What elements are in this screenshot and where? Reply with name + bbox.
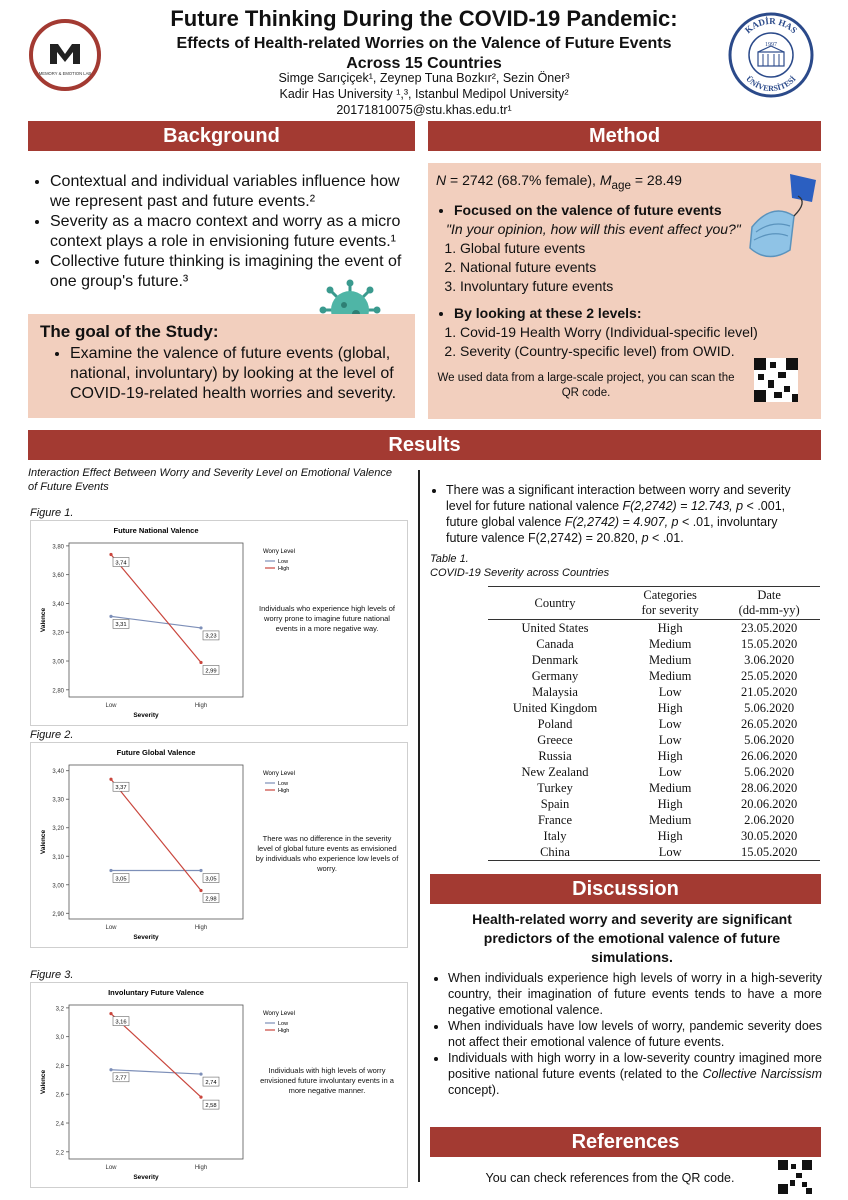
y-tick-label: 3,00: [52, 659, 64, 666]
level-item: 2. Severity (Country-specific level) from OWID.: [460, 342, 813, 361]
background-bullet: • Contextual and individual variables influence how we represent past and future events.²: [50, 172, 413, 212]
table-row: [488, 620, 820, 637]
x-tick-label: Low: [105, 1165, 117, 1171]
legend-entry: Low: [278, 781, 289, 787]
poster-title-block: [150, 6, 698, 74]
data-point: [199, 661, 202, 664]
table-cell: Low: [622, 844, 718, 861]
table-cell: 5.06.2020: [744, 765, 795, 779]
y-tick-label: 3,60: [52, 573, 64, 580]
table-cell: Canada: [536, 637, 574, 651]
table-cell: Turkey: [537, 781, 573, 795]
sample-mean: = 28.49: [630, 172, 682, 188]
chart-title: Future National Valence: [113, 526, 199, 535]
table-cell: Medium: [648, 653, 692, 667]
table-cell: Medium: [648, 669, 692, 683]
y-tick-label: 2,80: [52, 688, 64, 695]
data-point: [199, 1096, 202, 1099]
figures-caption: Interaction Effect Between Worry and Severity Level on Emotional Valence of Future Events: [28, 467, 393, 493]
figure-label: Figure 2.: [30, 729, 74, 741]
table-cell: High: [657, 749, 683, 763]
chart-title: Involuntary Future Valence: [108, 988, 204, 997]
data-label: 2,74: [205, 1079, 217, 1086]
table-cell: Low: [658, 765, 682, 779]
data-point: [109, 1012, 112, 1015]
background-bullet: • Severity as a macro context and worry as a micro context plays a role in envisioning future events.¹: [50, 212, 413, 252]
table-cell: China: [488, 844, 622, 861]
figure-note: Individuals with high levels of worry envisioned future involuntary events in a more negative manner.: [260, 1066, 394, 1095]
goal-title: The goal of the Study:: [40, 322, 219, 341]
sample-n: N: [436, 172, 447, 188]
series-line: [111, 1014, 201, 1097]
legend-entry: High: [278, 788, 290, 794]
face-mask-icon: [742, 172, 820, 272]
table-cell: Low: [658, 717, 682, 731]
table-cell: Spain: [540, 797, 570, 811]
table-cell: Greece: [537, 733, 573, 747]
table-cell: Russia: [538, 749, 572, 763]
data-point: [199, 869, 202, 872]
focus-title: • Focused on the valence of future events: [454, 201, 813, 220]
table-cell: 28.06.2020: [741, 781, 798, 795]
y-tick-label: 3,30: [52, 797, 64, 804]
table-cell: High: [657, 797, 683, 811]
legend-title: Worry Level: [263, 1011, 295, 1017]
table-header-cell: Country: [488, 587, 622, 620]
table-cell: 5.06.2020: [744, 733, 795, 747]
table-cell: 3.06.2020: [744, 653, 795, 667]
table-cell: 5.06.2020: [744, 701, 795, 715]
chart-title: Future Global Valence: [116, 748, 196, 757]
table-caption-block: [430, 552, 730, 580]
table-cell: Malaysia: [532, 685, 578, 699]
y-tick-label: 3,20: [52, 630, 64, 637]
right-logo: [728, 12, 814, 98]
table-caption: COVID-19 Severity across Countries: [430, 567, 610, 579]
x-tick-label: Low: [105, 925, 117, 931]
mask-illustration: [742, 172, 820, 272]
table-row: [488, 828, 820, 844]
series-line: [111, 555, 201, 663]
affiliations: Kadir Has University ¹,³, Istanbul Medipol University²: [279, 87, 569, 101]
table-cell: France: [537, 813, 572, 827]
data-label: 3,05: [205, 876, 217, 883]
table-cell: Medium: [648, 813, 692, 827]
left-logo-text: MEMORY & EMOTION LAB: [38, 71, 92, 76]
data-point: [109, 1068, 112, 1071]
results-text: [430, 482, 810, 546]
table-cell: New Zealand: [521, 765, 589, 779]
y-tick-label: 3,10: [52, 854, 64, 861]
table-cell: 15.05.2020: [718, 844, 820, 861]
seal-text-top: KADİR HAS: [742, 15, 800, 36]
references-heading: References: [430, 1127, 821, 1157]
data-point: [109, 778, 112, 781]
data-note: We used data from a large-scale project, you can scan the QR code.: [437, 371, 735, 399]
x-tick-label: Low: [105, 703, 117, 709]
table-cell: Poland: [537, 717, 573, 731]
results-bullet: • There was a significant interaction between worry and severity level for future national valence F(2,2742) = 12.743, p < .001, future global valence F(2,2742) = 4.907, p < .01, involuntary future valence F(2,2742) = 20.820, p < .01.: [446, 482, 810, 546]
legend-title: Worry Level: [263, 549, 295, 555]
references-qr-code[interactable]: [778, 1160, 812, 1194]
y-tick-label: 3,40: [52, 601, 64, 608]
y-tick-label: 3,2: [55, 1006, 64, 1013]
table-header-cell: Date (dd-mm-yy): [718, 587, 820, 620]
event-item: 3. Involuntary future events: [460, 277, 813, 296]
table-row: [488, 780, 820, 796]
discussion-lead: Health-related worry and severity are significant predictors of the emotional valence of future simulations.: [472, 911, 792, 965]
data-point: [199, 889, 202, 892]
left-logo: [28, 18, 102, 92]
table-row: [488, 748, 820, 764]
data-point: [199, 626, 202, 629]
discussion-bullet: • When individuals experience high levels of worry in a high-severity country, their imagination of future events tends to have a more negative emotional valence.: [448, 970, 822, 1018]
table-row: [488, 700, 820, 716]
discussion-list: [432, 970, 822, 1098]
level-item: 1. Covid-19 Health Worry (Individual-specific level): [460, 323, 813, 342]
levels-title: • By looking at these 2 levels:: [454, 304, 813, 323]
table-cell: Denmark: [531, 653, 579, 667]
goal-panel: [28, 314, 415, 418]
table-row: [488, 684, 820, 700]
method-qr-code[interactable]: [754, 358, 798, 402]
table-row: [488, 732, 820, 748]
table-cell: High: [657, 701, 683, 715]
figure-note: There was no difference in the severity level of global future events as envisioned by individuals who experience low levels of worry.: [255, 834, 399, 873]
table-cell: 20.06.2020: [741, 797, 798, 811]
poster-subtitle: Effects of Health-related Worries on the Valence of Future Events Across 15 Countries: [176, 35, 672, 72]
y-tick-label: 2,90: [52, 911, 64, 918]
data-label: 2,77: [115, 1075, 127, 1082]
sample-text: = 2742 (68.7% female),: [446, 172, 600, 188]
legend-title: Worry Level: [263, 771, 295, 777]
table-cell: 23.05.2020: [741, 621, 798, 635]
seal-text-bottom: ÜNİVERSİTESİ: [744, 74, 798, 94]
poster-title: Future Thinking During the COVID-19 Pandemic:: [170, 6, 678, 31]
data-point: [109, 615, 112, 618]
y-tick-label: 3,0: [55, 1035, 64, 1042]
data-label: 2,58: [205, 1102, 217, 1109]
background-heading: Background: [28, 121, 415, 151]
y-axis-label: Valence: [40, 607, 47, 633]
legend-entry: High: [278, 1028, 290, 1034]
legend-entry: Low: [278, 1021, 289, 1027]
table-row: [488, 652, 820, 668]
x-axis-label: Severity: [133, 712, 159, 719]
y-tick-label: 2,4: [55, 1121, 64, 1128]
y-tick-label: 3,40: [52, 769, 64, 776]
table-cell: 2.06.2020: [744, 813, 795, 827]
data-label: 2,98: [205, 896, 217, 903]
sample-m: M: [599, 172, 612, 188]
discussion-bullet: • When individuals have low levels of worry, pandemic severity does not affect their emotional valence of future events.: [448, 1018, 822, 1050]
table-cell: United States: [521, 621, 589, 635]
background-bullet: • Collective future thinking is imagining the event of one group's future.³: [50, 252, 413, 292]
event-item: 1. Global future events: [460, 239, 813, 258]
table-row: [488, 716, 820, 732]
y-tick-label: 2,8: [55, 1063, 64, 1070]
table-cell: High: [657, 829, 683, 843]
table-row: [488, 844, 820, 861]
data-point: [109, 869, 112, 872]
table-cell: Low: [658, 733, 682, 747]
table-row: [488, 796, 820, 812]
goal-bullet: • Examine the valence of future events (global, national, involuntary) by looking at the level of COVID-19-related health worries and severity.: [70, 344, 403, 404]
legend-entry: Low: [278, 559, 289, 565]
table-row: [488, 636, 820, 652]
data-label: 3,31: [115, 622, 127, 629]
y-axis-label: Valence: [40, 829, 47, 855]
data-label: 3,23: [205, 633, 217, 640]
data-label: 3,05: [115, 876, 127, 883]
method-heading: Method: [428, 121, 821, 151]
table-cell: 21.05.2020: [741, 685, 798, 699]
x-tick-label: High: [194, 1165, 208, 1171]
legend-entry: High: [278, 566, 290, 572]
discussion-heading: Discussion: [430, 874, 821, 904]
severity-table: [488, 586, 820, 861]
data-label: 3,16: [115, 1019, 127, 1026]
data-label: 2,99: [205, 668, 217, 675]
table-header-cell: Categories for severity: [622, 587, 718, 620]
table-row: [488, 812, 820, 828]
discussion-bullet: • Individuals with high worry in a low-severity country imagined more positive national future events (related to the Collective Narcissism concept).: [448, 1050, 822, 1098]
event-item: 2. National future events: [460, 258, 813, 277]
university-seal-icon: [728, 12, 814, 98]
table-label: Table 1.: [430, 553, 469, 565]
data-label: 3,37: [115, 785, 127, 792]
results-heading: Results: [28, 430, 821, 460]
y-tick-label: 2,6: [55, 1092, 64, 1099]
references-text: You can check references from the QR code.: [485, 1171, 735, 1185]
figure-label: Figure 3.: [30, 969, 74, 981]
authors-block: [150, 70, 698, 118]
y-tick-label: 3,80: [52, 544, 64, 551]
data-point: [109, 553, 112, 556]
table-row: [488, 764, 820, 780]
table-cell: 25.05.2020: [741, 669, 798, 683]
data-label: 3,74: [115, 560, 127, 567]
table-cell: High: [657, 621, 683, 635]
figure-note: Individuals who experience high levels of worry prone to imagine future national events in a more negative way.: [259, 604, 395, 633]
method-question: "In your opinion, how will this event affect you?": [446, 220, 741, 237]
figure-label: Figure 1.: [30, 507, 74, 519]
table-cell: 15.05.2020: [741, 637, 798, 651]
background-list: [28, 172, 413, 292]
table-row: [488, 668, 820, 684]
email: 20171810075@stu.khas.edu.tr¹: [336, 103, 512, 117]
table-cell: Germany: [531, 669, 579, 683]
table-cell: Medium: [648, 781, 692, 795]
table-cell: 30.05.2020: [741, 829, 798, 843]
y-tick-label: 3,00: [52, 883, 64, 890]
table-cell: 26.06.2020: [741, 749, 798, 763]
lab-logo-icon: [28, 18, 102, 92]
table-cell: 26.05.2020: [741, 717, 798, 731]
x-axis-label: Severity: [133, 934, 159, 941]
results-divider: [418, 470, 420, 1182]
table-cell: United Kingdom: [512, 701, 598, 715]
seal-year: 1997: [765, 42, 777, 48]
x-tick-label: High: [194, 925, 208, 931]
y-axis-label: Valence: [40, 1069, 47, 1095]
data-point: [199, 1072, 202, 1075]
table-cell: Low: [658, 685, 682, 699]
table-cell: Italy: [543, 829, 567, 843]
y-tick-label: 2,2: [55, 1150, 64, 1157]
y-tick-label: 3,20: [52, 826, 64, 833]
x-tick-label: High: [194, 703, 208, 709]
severity-table-wrap: [488, 586, 820, 861]
table-cell: Medium: [648, 637, 692, 651]
sample-sub: age: [611, 178, 631, 192]
authors: Simge Sarıçiçek¹, Zeynep Tuna Bozkır², Sezin Öner³: [278, 71, 570, 85]
x-axis-label: Severity: [133, 1174, 159, 1181]
